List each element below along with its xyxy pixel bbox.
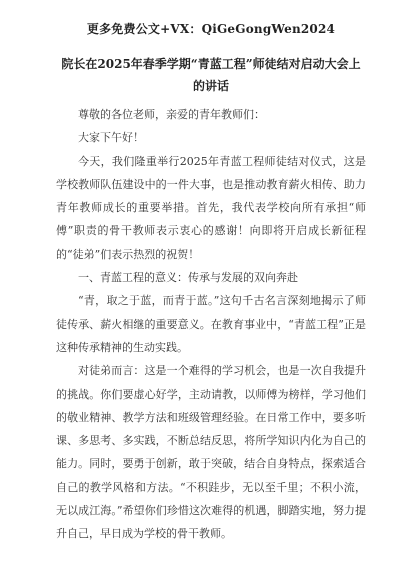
apprentice-paragraph: 对徒弟而言：这是一个难得的学习机会，也是一次自我提升的挑战。你们要虚心好学，主动请教，以师傅为榜样，学习他们的敬业精神、教学方法和班级管理经验。在日常工作中，要多听课、多思考、多实践，不断总结反思，将所学知识内化为自己的能力。同时，要勇于创新，敢于突破，结合自身特点，探索适合自己的教学风格和方法。“不积跬步，无以至千里；不积小流，无以成江海。”希望你们珍惜这次难得的机遇，脚踏实地，努力提升自己，早日成为学校的骨干教师。 (56, 364, 366, 541)
speech-title: 院长在2025年春季学期“青蓝工程”师徒结对启动大会上的讲话 (61, 57, 361, 93)
salutation-paragraph: 大家下午好！ (78, 131, 144, 145)
opening-paragraph: 今天，我们隆重举行2025年青蓝工程师徒结对仪式，这是学校教师队伍建设中的一件大事，也是推动教育薪火相传、助力青年教师成长的重要举措。首先，我代表学校向所有承担“师傅”职责的骨干教师表示衷心的感谢！向即将开启成长新征程的“徒弟”们表示热烈的祝贺！ (56, 154, 366, 261)
promo-banner: 更多免费公文+VX：QiGeGongWen2024 (86, 22, 336, 36)
quote-paragraph: “青，取之于蓝，而青于蓝。”这句千古名言深刻地揭示了师徒传承、薪火相继的重要意义。在教育事业中，“青蓝工程”正是这种传承精神的生动实践。 (56, 294, 366, 354)
greeting-paragraph: 尊敬的各位老师，亲爱的青年教师们： (78, 108, 265, 121)
section-heading: 一、青蓝工程的意义：传承与发展的双向奔赴 (78, 271, 298, 285)
speech-body (56, 103, 366, 546)
